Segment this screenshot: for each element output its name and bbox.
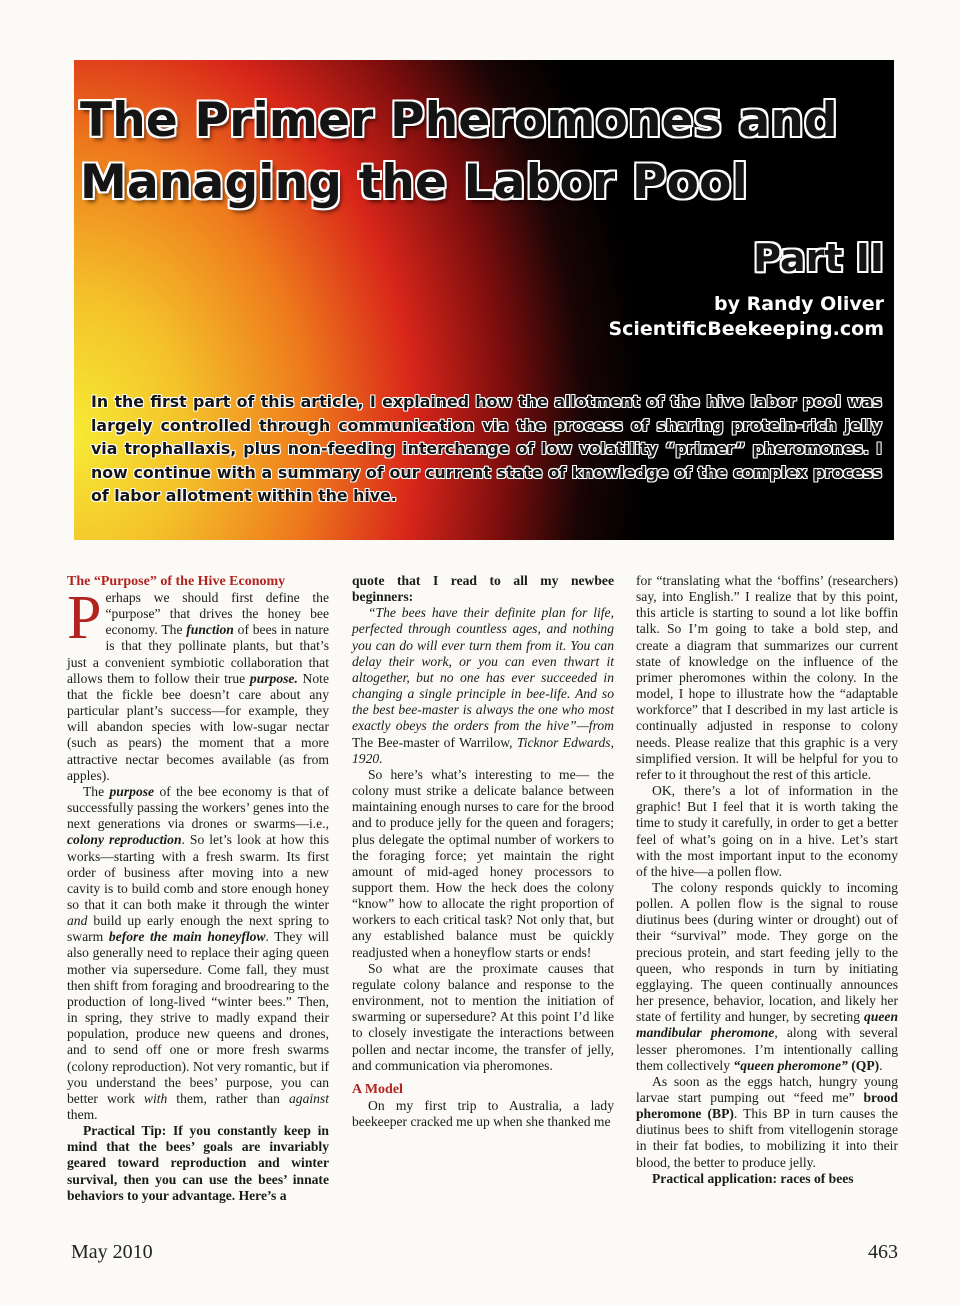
paragraph: OK, there’s a lot of information in the graphic! But I feel that it is worth taking the time to study it carefully, in order to get a better feel of what’s going on in a hive. Let’s start with the most important input to the economy of the hive—a pollen flow. [636,783,898,879]
part-label: Part II [753,236,884,280]
column-3 [636,573,898,1187]
title-banner [74,60,894,540]
section-heading-model: A Model [352,1081,403,1097]
paragraph: So here’s what’s interesting to me— the colony must strike a delicate balance between maintaining enough nurses to care for the brood and to produce jelly for the queen and foragers; plus delegate the optimal number of workers to the foraging force; yet maintain the right amount of mid-aged honey processors to support them. How the heck does the colony “know” how to allocate the right proportion of workers to each critical task? Not only that, but any established balance must be quickly readjusted when a honeyflow starts or ends! [352,766,614,960]
column-2 [352,573,614,1130]
title-line-1: The Primer Pheromones and [80,93,838,148]
paragraph: Perhaps we should first define the “purpose” that drives the honey bee economy. The function of bees in nature is that they pollinate plants, but that’s just a convenient symbiotic collaboration that allows them to follow their true purpose. Note that the fickle bee doesn’t care about any particular plant’s success—for example, they will abandon species with low-sugar nectar (such as pears) the moment that a more attractive nectar becomes available (as from apples). [67,584,329,783]
paragraph: So what are the proximate causes that regulate colony balance and response to the environment, not to mention the initiation of swarming or supersedure? At this point I’d like to closely investigate the interactions between pollen and nectar income, the transfer of jelly, and communication via pheromones. [352,960,614,1073]
column-1 [67,573,329,1204]
article-title [80,90,838,214]
website: ScientificBeekeeping.com [608,318,884,340]
section-heading-purpose: The “Purpose” of the Hive Economy [67,574,286,589]
practical-tip: Practical Tip: If you constantly keep in mind that the bees’ goals are invariably geared toward reproduction and winter survival, then you can use the bees’ innate behaviors to your advantage. Here’s a [67,1123,329,1203]
intro-paragraph: In the first part of this article, I explained how the allotment of the hive labor pool was largely controlled through communication via the process of sharing protein-rich jelly via trophallaxis, plus non-feeding interchange of low volatility “primer” pheromones. I now continue with a summary of our current state of knowledge of the complex process of labor allotment within the hive. [91,392,882,505]
quote-lead: quote that I read to all my newbee beginners: [352,573,614,605]
footer-date: May 2010 [71,1241,153,1263]
author: by Randy Oliver [714,293,884,315]
title-line-2: Managing the Labor Pool [80,155,748,210]
page-number: 463 [868,1241,898,1263]
drop-cap: P [67,584,102,652]
paragraph: On my first trip to Australia, a lady beekeeper cracked me up when she thanked me [352,1097,614,1129]
paragraph: for “translating what the ‘boffins’ (researchers) say, into English.” I realize that by this point, this article is starting to sound a lot like boffin talk. So I’m going to take a bold step, and create a diagram that summarizes our current state of knowledge on the influence of the primer pheromones within the colony. In the model, I hope to illustrate how the “adaptable workforce” that I described in my last article is continually adjusted in response to colony needs. Please realize that this graphic is a very simplified version. It will be helpful for you to refer to it throughout the rest of this article. [636,573,898,782]
byline [608,292,884,342]
paragraph: The colony responds quickly to incoming pollen. A pollen flow is the signal to rouse diutinus bees (during winter or drought) out of their “survival” mode. They gorge on the precious protein, and start feeding jelly to the queen, who responds in turn by initiating egglaying. The queen continually announces her presence, behavior, location, and likely her state of fertility and hunger, by secreting queen mandibular pheromone, along with several lesser pheromones. I’m intentionally calling them collectively “queen pheromone” (QP). [636,879,898,1073]
paragraph: As soon as the eggs hatch, hungry young larvae start pumping out “feed me” brood pheromone (BP). This BP in turn causes the diutinus bees to shift from vitellogenin storage in their fat bodies, to mobilizing it into their blood, the better to produce jelly. [636,1073,899,1170]
practical-application: Practical application: races of bees [652,1170,854,1186]
paragraph: The purpose of the bee economy is that of successfully passing the workers’ genes into the next generations via drones or swarms—i.e., colony reproduction. So let’s look at how this works—starting with a fresh swarm. Its first order of business after moving into a new cavity is to build comb and store enough honey so that it can both make it through the winter and build up early enough the next spring to swarm before the main honeyflow. They will also generally need to replace their aging queen mother via supersedure. Come fall, they must then shift from foraging and broodrearing to the production of long-lived “winter bees.” Then, in spring, they strive to madly expand their population, produce new queens and drones, and to send off one or more fresh swarms (colony reproduction). Not very romantic, but if you understand the bees’ purpose, you can better work with them, rather than against them. [67,783,330,1122]
block-quote: “The bees have their definite plan for life, perfected through countless ages, and nothing you can do will ever turn them from it. You can delay their work, or you can even thwart it altogether, but no one has ever succeeded in changing a single principle in bee-life. And so the best bee-master is always the one who most exactly obeys the orders from the hive”—from The Bee-master of Warrilow, Ticknor Edwards, 1920. [352,605,614,766]
